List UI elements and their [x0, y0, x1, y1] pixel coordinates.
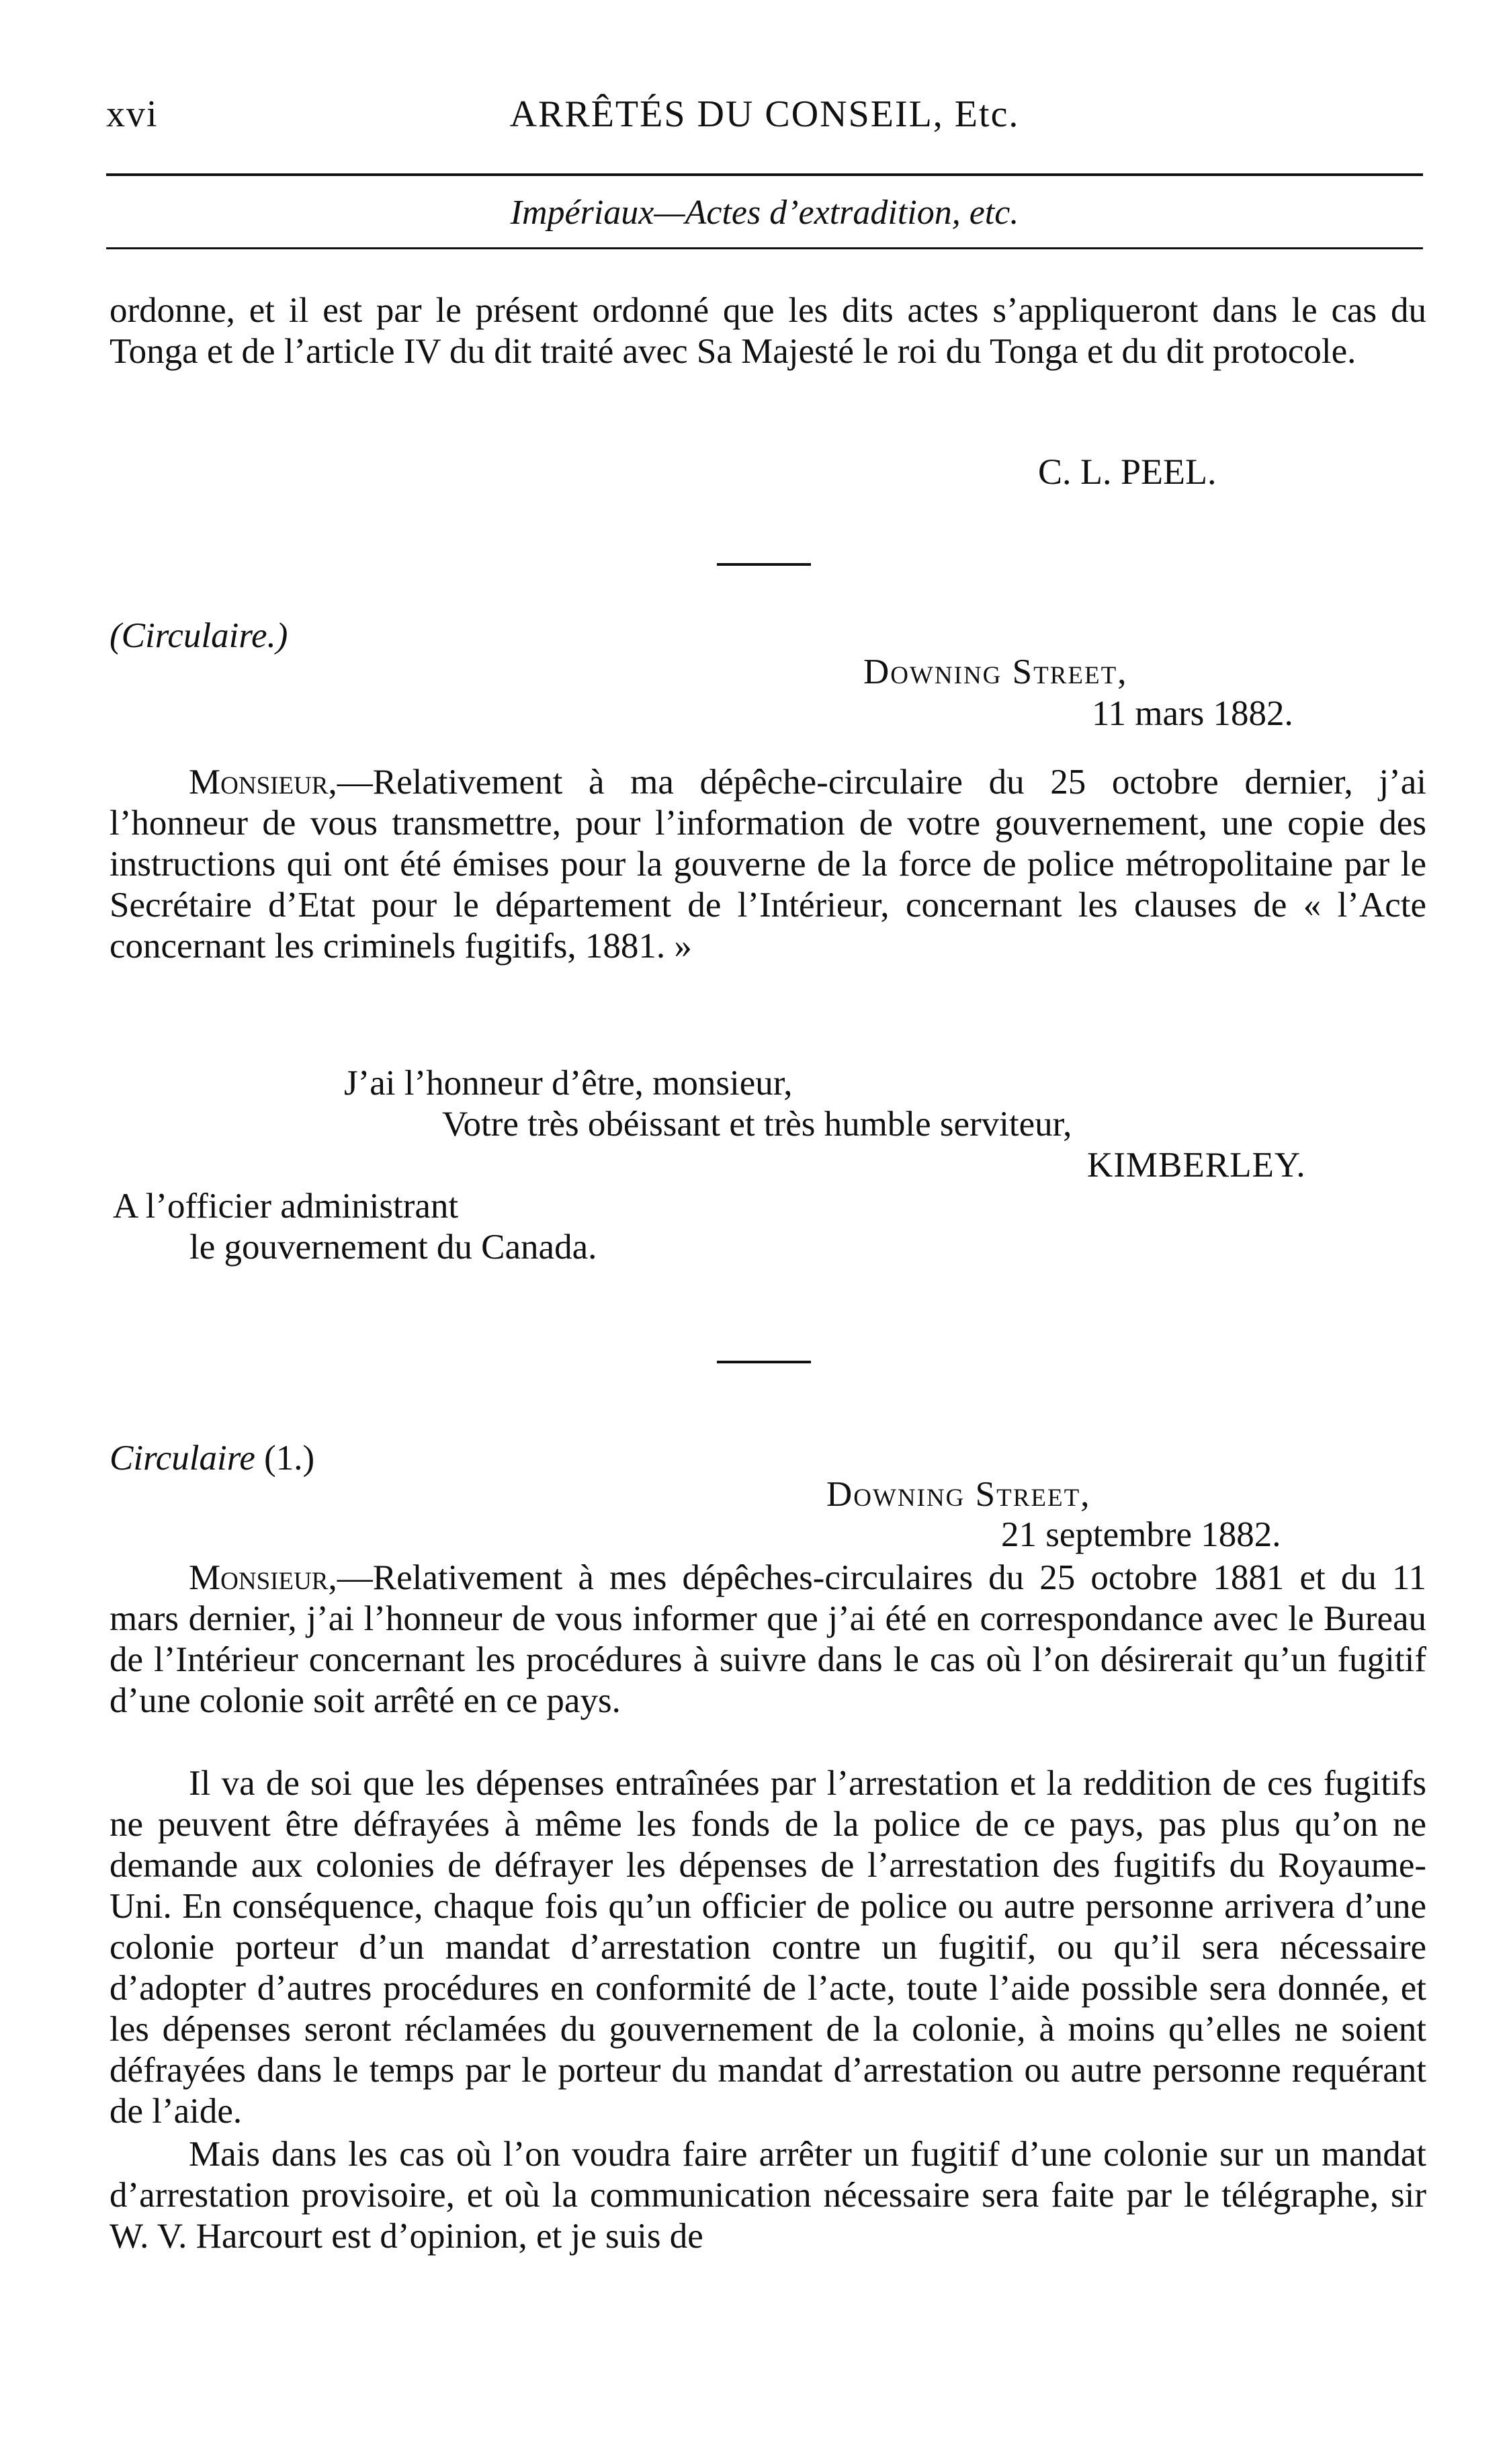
- section3-para1-text: —Relativement à mes dépêches-circulaires du 25 octobre 1881 et du 11 mars dernier, j’ai l’honneur de vous informer que j’ai été en correspondance avec le Bureau de l’Intérieur concernant les procédures à suivre dans le cas où l’on désirerait qu’un fugitif d’une colonie soit arrêté en ce pays.: [110, 1558, 1426, 1720]
- section2-closing-1: J’ai l’honneur d’être, monsieur,: [344, 1064, 793, 1103]
- page-number: xvi: [106, 93, 159, 135]
- section3-para2: Il va de soi que les dépenses entraînées par l’arrestation et la reddition de ces fugitifs ne peuvent être défrayées à même les fonds de la police de ce pays, pas plus qu’on ne demande aux colonies de défrayer les dépenses de l’arrestation des fugitifs du Royaume-Uni. En conséquence, chaque fois qu’un officier de police ou autre personne arrivera d’une colonie porteur d’un mandat d’arrestation contre un fugitif, ou qu’il sera nécessaire d’adopter d’autres procédures en conformité de l’acte, toute l’aide possible sera donnée, et les dépenses seront réclamées du gouvernement de la colonie, à moins qu’elles ne soient défrayées dans le temps par le porteur du mandat d’arrestation ou autre personne requérant de l’aide.: [110, 1764, 1426, 2131]
- section3-date: 21 septembre 1882.: [1001, 1515, 1281, 1554]
- section2-signature: KIMBERLEY.: [1087, 1146, 1306, 1185]
- section2-salutation: Monsieur,: [189, 763, 337, 802]
- section3-label-note: (1.): [264, 1439, 315, 1478]
- running-title: ARRÊTÉS DU CONSEIL, Etc.: [509, 93, 1020, 135]
- section3-para1: [110, 1558, 1426, 1722]
- header-rule-bottom: [106, 247, 1423, 249]
- section3-label-line: [110, 1438, 314, 1479]
- section2-body-text: —Relativement à ma dépêche-circulaire du 25 octobre dernier, j’ai l’honneur de vous transmettre, pour l’information de votre gouvernement, une copie des instructions qui ont été émises pour la gouverne de la force de police métropolitaine par le Secrétaire d’Etat pour le département de l’Intérieur, concernant les clauses de « l’Acte concernant les criminels fugitifs, 1881. »: [110, 763, 1426, 966]
- section1-signature: C. L. PEEL.: [1038, 452, 1217, 492]
- section3-para3: Mais dans les cas où l’on voudra faire arrêter un fugitif d’une colonie sur un mandat d’arrestation provisoire, et où la communication nécessaire sera faite par le télégraphe, sir W. V. Harcourt est d’opinion, et je suis de: [110, 2135, 1426, 2256]
- section3-label: Circulaire: [110, 1439, 255, 1478]
- page-header: [106, 94, 1423, 141]
- section2-place: Downing Street,: [863, 652, 1128, 691]
- section3-salutation: Monsieur,: [189, 1558, 337, 1597]
- section1-paragraph: ordonne, et il est par le présent ordonné que les dits actes s’appliqueront dans le cas du Tonga et de l’article IV du dit traité avec Sa Majesté le roi du Tonga et du dit protocole.: [110, 291, 1426, 371]
- section2-date: 11 mars 1882.: [1092, 694, 1293, 733]
- separator-rule: [717, 1361, 811, 1363]
- section2-label: (Circulaire.): [110, 616, 288, 655]
- separator-rule: [717, 563, 811, 566]
- section3-place: Downing Street,: [826, 1475, 1091, 1514]
- section2-closing-2: Votre très obéissant et très humble serviteur,: [442, 1105, 1072, 1144]
- section2-body: [110, 762, 1426, 967]
- header-rule-top: [106, 173, 1423, 176]
- section2-addressee-2: le gouvernement du Canada.: [189, 1228, 597, 1267]
- section2-addressee-1: A l’officier administrant: [113, 1187, 459, 1226]
- running-subtitle: Impériaux—Actes d’extradition, etc.: [510, 194, 1019, 232]
